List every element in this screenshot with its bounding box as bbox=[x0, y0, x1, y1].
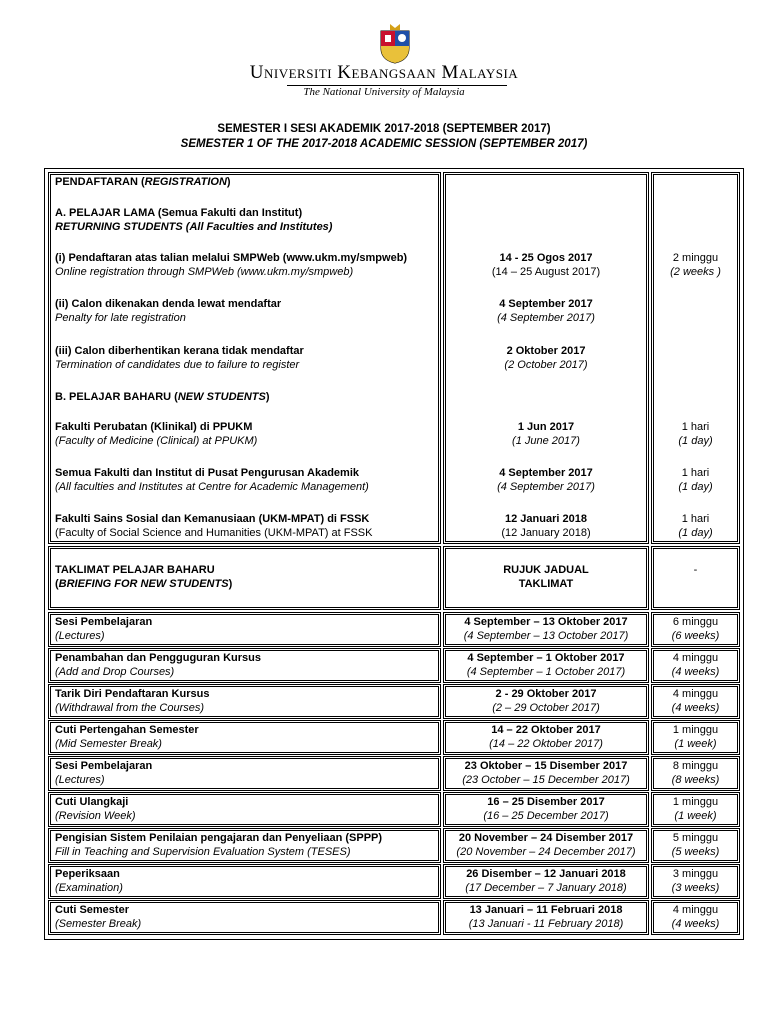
reg-row-duration: 1 hari (1 day) bbox=[678, 421, 713, 447]
schedule-row-duration-line2: (1 week) bbox=[674, 738, 717, 750]
schedule-row-desc-line1: Cuti Ulangkaji bbox=[55, 796, 129, 808]
university-crest-icon bbox=[378, 22, 412, 64]
reg-row-desc: (iii) Calon diberhentikan kerana tidak mendaftar Termination of candidates due to failure to register bbox=[55, 345, 304, 371]
schedule-row-date bbox=[446, 831, 646, 859]
briefing-duration: - bbox=[693, 564, 698, 576]
reg-row-desc: Fakulti Sains Sosial dan Kemanusiaan (UKM-MPAT) di FSSK (Faculty of Social Science and Humanities (UKM-MPAT) at FSSK bbox=[55, 513, 373, 539]
schedule-row-date bbox=[446, 615, 646, 643]
schedule-row-duration-line1: 3 minggu bbox=[672, 868, 719, 880]
schedule-row-duration-line2: (8 weeks) bbox=[671, 774, 720, 786]
schedule-row-date-line1: 20 November – 24 Disember 2017 bbox=[458, 832, 634, 844]
schedule-row-desc bbox=[55, 687, 209, 715]
university-name: Universiti Kebangsaan Malaysia bbox=[249, 62, 519, 83]
schedule-row-desc-line1: Cuti Semester bbox=[55, 904, 129, 916]
schedule-row-date bbox=[446, 687, 646, 715]
schedule-row-desc-line2: (Add and Drop Courses) bbox=[55, 666, 175, 678]
schedule-row-date-line1: 13 Januari – 11 Februari 2018 bbox=[469, 904, 623, 916]
schedule-row-date-line2: (4 September – 1 October 2017) bbox=[466, 666, 626, 678]
schedule-row-desc-line1: Sesi Pembelajaran bbox=[55, 760, 153, 772]
schedule-row-duration bbox=[654, 759, 737, 787]
reg-row-desc: Fakulti Perubatan (Klinikal) di PPUKM (Faculty of Medicine (Clinical) at PPUKM) bbox=[55, 421, 258, 447]
schedule-row-duration-line2: (4 weeks) bbox=[671, 918, 720, 930]
returning-students-heading-en: RETURNING STUDENTS (All Faculties and Institutes) bbox=[55, 221, 333, 233]
university-subtitle: The National University of Malaysia bbox=[303, 86, 465, 98]
schedule-row-desc-line2: (Withdrawal from the Courses) bbox=[55, 702, 205, 714]
schedule-row-date bbox=[446, 759, 646, 787]
schedule-row-desc-line2: (Lectures) bbox=[55, 774, 105, 786]
schedule-row-date-line2: (2 – 29 October 2017) bbox=[492, 702, 600, 714]
reg-row-duration: 1 hari (1 day) bbox=[678, 513, 713, 539]
schedule-row-desc-line1: Pengisian Sistem Penilaian pengajaran dan Penyeliaan (SPPP) bbox=[55, 832, 383, 844]
schedule-row-duration bbox=[654, 795, 737, 823]
schedule-row-duration-line1: 5 minggu bbox=[672, 832, 719, 844]
schedule-row-desc-line2: (Mid Semester Break) bbox=[55, 738, 162, 750]
schedule-row-duration-line2: (4 weeks) bbox=[671, 702, 720, 714]
schedule-row-duration bbox=[654, 867, 737, 895]
schedule-row-duration bbox=[654, 687, 737, 715]
schedule-row-date-line2: (17 December – 7 January 2018) bbox=[465, 882, 627, 894]
schedule-row-duration-line1: 6 minggu bbox=[672, 616, 719, 628]
reg-row-desc: (i) Pendaftaran atas talian melalui SMPWeb (www.ukm.my/smpweb) Online registration through SMPWeb (www.ukm.my/smpweb) bbox=[55, 252, 408, 278]
schedule-row-desc bbox=[55, 759, 152, 787]
schedule-row-duration bbox=[654, 651, 737, 679]
document-title-ms: SEMESTER I SESI AKADEMIK 2017-2018 (SEPTEMBER 2017) bbox=[217, 123, 551, 135]
reg-row-date: 4 September 2017 (4 September 2017) bbox=[497, 467, 595, 493]
reg-row-duration: 2 minggu (2 weeks ) bbox=[670, 252, 721, 278]
briefing-date: RUJUK JADUAL TAKLIMAT bbox=[503, 564, 589, 590]
registration-heading: PENDAFTARAN (REGISTRATION) bbox=[55, 176, 231, 188]
schedule-row-date-line1: 26 Disember – 12 Januari 2018 bbox=[466, 868, 626, 880]
schedule-row-date-line1: 14 – 22 Oktober 2017 bbox=[491, 724, 601, 736]
schedule-row-date-line2: (23 October – 15 December 2017) bbox=[462, 774, 630, 786]
briefing-desc: TAKLIMAT PELAJAR BAHARU (BRIEFING FOR NEW STUDENTS) bbox=[55, 564, 233, 590]
schedule-row-desc bbox=[55, 903, 141, 931]
schedule-row-date bbox=[446, 651, 646, 679]
schedule-row-desc bbox=[55, 723, 199, 751]
schedule-row-desc-line2: Fill in Teaching and Supervision Evaluation System (TESES) bbox=[55, 846, 351, 858]
schedule-row-desc-line1: Peperiksaan bbox=[55, 868, 120, 880]
schedule-row-date-line1: 2 - 29 Oktober 2017 bbox=[495, 688, 597, 700]
schedule-row-date bbox=[446, 795, 646, 823]
schedule-row-duration-line1: 1 minggu bbox=[672, 796, 719, 808]
reg-row-date: 1 Jun 2017 (1 June 2017) bbox=[512, 421, 580, 447]
schedule-row-date-line1: 23 Oktober – 15 Disember 2017 bbox=[464, 760, 628, 772]
schedule-row-duration-line2: (3 weeks) bbox=[671, 882, 720, 894]
schedule-row-desc-line1: Cuti Pertengahan Semester bbox=[55, 724, 199, 736]
schedule-row-date-line2: (16 – 25 December 2017) bbox=[483, 810, 609, 822]
schedule-row-date-line1: 4 September – 13 Oktober 2017 bbox=[464, 616, 628, 628]
reg-row-duration: 1 hari (1 day) bbox=[678, 467, 713, 493]
schedule-row-date bbox=[446, 867, 646, 895]
schedule-row-duration-line2: (4 weeks) bbox=[671, 666, 720, 678]
returning-students-heading-ms: A. PELAJAR LAMA (Semua Fakulti dan Institut) bbox=[55, 207, 303, 219]
schedule-row-date-line1: 4 September – 1 Oktober 2017 bbox=[467, 652, 625, 664]
schedule-row-duration-line1: 4 minggu bbox=[672, 904, 719, 916]
schedule-row-desc-line2: (Lectures) bbox=[55, 630, 105, 642]
schedule-row-duration-line1: 4 minggu bbox=[672, 652, 719, 664]
reg-row-date: 14 - 25 Ogos 2017 (14 – 25 August 2017) bbox=[491, 252, 601, 278]
reg-row-date: 2 Oktober 2017 (2 October 2017) bbox=[504, 345, 588, 371]
schedule-row-date-line2: (14 – 22 Oktober 2017) bbox=[489, 738, 603, 750]
schedule-row-duration bbox=[654, 831, 737, 859]
schedule-row-duration-line1: 8 minggu bbox=[672, 760, 719, 772]
schedule-row-date-line2: (4 September – 13 October 2017) bbox=[463, 630, 629, 642]
schedule-row-duration bbox=[654, 615, 737, 643]
schedule-row-duration bbox=[654, 723, 737, 751]
reg-row-date: 4 September 2017 (4 September 2017) bbox=[497, 298, 595, 324]
schedule-row-date bbox=[446, 903, 646, 931]
schedule-row-duration bbox=[654, 903, 737, 931]
schedule-row-date-line2: (20 November – 24 December 2017) bbox=[456, 846, 636, 858]
schedule-row-date-line1: 16 – 25 Disember 2017 bbox=[487, 796, 605, 808]
reg-row-desc: (ii) Calon dikenakan denda lewat mendaftar Penalty for late registration bbox=[55, 298, 282, 324]
schedule-row-desc-line1: Sesi Pembelajaran bbox=[55, 616, 153, 628]
schedule-row-desc-line2: (Semester Break) bbox=[55, 918, 142, 930]
schedule-row-desc bbox=[55, 615, 152, 643]
schedule-row-duration-line2: (5 weeks) bbox=[671, 846, 720, 858]
briefing-col3-frame bbox=[651, 546, 740, 610]
schedule-row-date-line2: (13 Januari - 11 February 2018) bbox=[468, 918, 624, 930]
schedule-row-duration-line1: 1 minggu bbox=[672, 724, 719, 736]
new-students-heading: B. PELAJAR BAHARU (NEW STUDENTS) bbox=[55, 391, 270, 403]
schedule-row-desc bbox=[55, 651, 261, 679]
schedule-row-desc-line1: Penambahan dan Pengguguran Kursus bbox=[55, 652, 261, 664]
schedule-row-duration-line2: (6 weeks) bbox=[671, 630, 720, 642]
schedule-row-desc-line1: Tarik Diri Pendaftaran Kursus bbox=[55, 688, 210, 700]
schedule-row-desc-line2: (Examination) bbox=[55, 882, 123, 894]
schedule-row-desc bbox=[55, 795, 136, 823]
reg-row-date: 12 Januari 2018 (12 January 2018) bbox=[501, 513, 591, 539]
schedule-row-duration-line1: 4 minggu bbox=[672, 688, 719, 700]
schedule-row-desc bbox=[55, 831, 382, 859]
schedule-row-desc bbox=[55, 867, 123, 895]
reg-row-desc: Semua Fakulti dan Institut di Pusat Pengurusan Akademik (All faculties and Institutes at Centre for Academic Management) bbox=[55, 467, 369, 493]
document-title-en: SEMESTER 1 OF THE 2017-2018 ACADEMIC SESSION (SEPTEMBER 2017) bbox=[180, 138, 588, 150]
schedule-row-duration-line2: (1 week) bbox=[674, 810, 717, 822]
schedule-row-date bbox=[446, 723, 646, 751]
schedule-row-desc-line2: (Revision Week) bbox=[55, 810, 136, 822]
